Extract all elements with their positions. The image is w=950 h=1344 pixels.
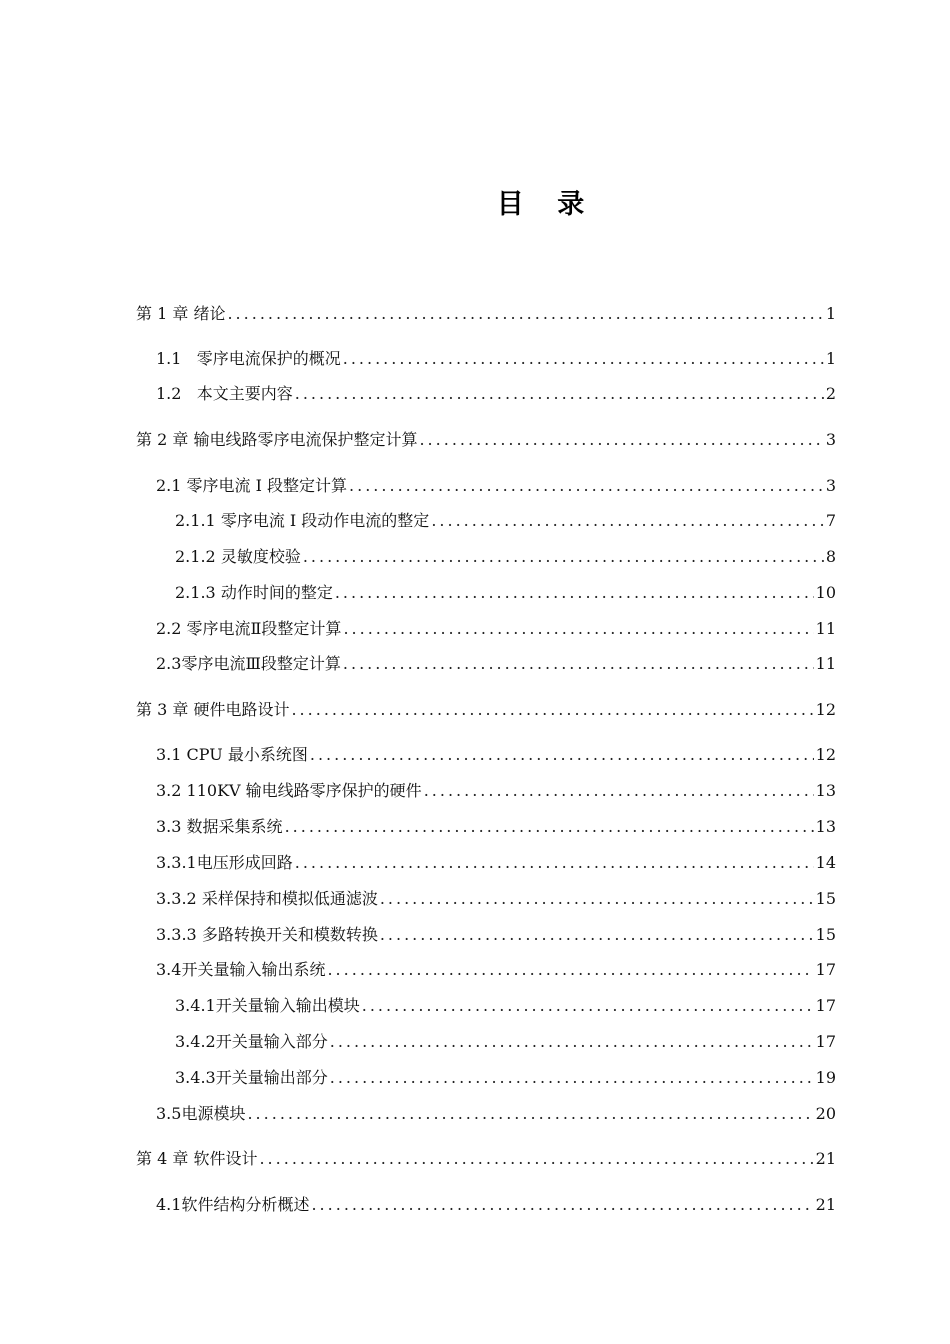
toc-entry-number: 4.1: [156, 1195, 182, 1214]
toc-entry-number: 第 3 章: [136, 700, 189, 719]
toc-entry-label: 采样保持和模拟低通滤波: [201, 889, 378, 908]
dot-leader: [247, 1103, 813, 1125]
toc-entry-2-1-3[interactable]: [175, 582, 836, 604]
toc-entry-page: 1: [825, 304, 836, 323]
toc-entry-page: 3: [825, 476, 836, 495]
toc-entry-number: 3.4.3: [175, 1068, 216, 1087]
toc-entry-3-2[interactable]: [156, 780, 836, 802]
toc-entry-label: 零序电流 I 段动作电流的整定: [220, 511, 430, 530]
toc-entry-label: 多路转换开关和模数转换: [201, 925, 378, 944]
toc-entry-number: 2.1.2: [175, 547, 216, 566]
toc-entry-label: 动作时间的整定: [220, 583, 333, 602]
toc-entry-label: 零序电流Ⅱ段整定计算: [186, 619, 342, 638]
toc-entry-2-1-1[interactable]: [175, 510, 836, 532]
dot-leader: [330, 1067, 814, 1089]
toc-entry-number: 第 2 章: [136, 430, 189, 449]
toc-entry-3-4[interactable]: [156, 959, 836, 981]
dot-leader: [380, 888, 814, 910]
dot-leader: [335, 582, 814, 604]
toc-entry-number: 3.5: [156, 1104, 182, 1123]
dot-leader: [330, 1031, 814, 1053]
dot-leader: [291, 699, 813, 721]
dot-leader: [343, 618, 813, 640]
toc-entry-3-3[interactable]: [156, 816, 836, 838]
toc-entry-page: 7: [825, 511, 836, 530]
toc-entry-label: 零序电流 I 段整定计算: [186, 476, 348, 495]
toc-entry-chapter-2[interactable]: [136, 429, 836, 451]
toc-entry-number: 3.3.3: [156, 925, 197, 944]
toc-entry-label: 开关量输入输出模块: [215, 996, 360, 1015]
toc-entry-3-1[interactable]: [156, 744, 836, 766]
toc-entry-label: 电压形成回路: [196, 853, 293, 872]
toc-entry-page: 20: [815, 1104, 836, 1123]
toc-entry-chapter-1[interactable]: [136, 303, 836, 325]
toc-entry-number: 2.1: [156, 476, 182, 495]
toc-entry-1-1[interactable]: [156, 348, 836, 370]
dot-leader: [424, 780, 814, 802]
toc-entry-number: 3.3.2: [156, 889, 197, 908]
toc-entry-label: 本文主要内容: [196, 384, 293, 403]
toc-entry-number: 3.1: [156, 745, 182, 764]
toc-entry-page: 17: [815, 1032, 836, 1051]
toc-entry-chapter-3[interactable]: [136, 699, 836, 721]
toc-entry-3-3-3[interactable]: [156, 924, 836, 946]
toc-entry-page: 13: [815, 817, 836, 836]
dot-leader: [285, 816, 814, 838]
dot-leader: [310, 744, 814, 766]
toc-entry-3-5[interactable]: [156, 1103, 836, 1125]
toc-entry-number: 1.2: [156, 384, 182, 403]
dot-leader: [431, 510, 824, 532]
toc-entry-3-4-1[interactable]: [175, 995, 836, 1017]
toc-entry-3-3-1[interactable]: [156, 852, 836, 874]
toc-entry-label: 开关量输入部分: [215, 1032, 328, 1051]
toc-entry-number: 2.1.3: [175, 583, 216, 602]
toc-entry-3-3-2[interactable]: [156, 888, 836, 910]
toc-entry-label: 数据采集系统: [186, 817, 283, 836]
toc-entry-number: 3.3.1: [156, 853, 197, 872]
toc-entry-number: 2.1.1: [175, 511, 216, 530]
toc-entry-label: 输电线路零序电流保护整定计算: [193, 430, 418, 449]
dot-leader: [327, 959, 813, 981]
toc-entry-chapter-4[interactable]: [136, 1148, 836, 1170]
dot-leader: [419, 429, 823, 451]
toc-entry-label: 110KV 输电线路零序保护的硬件: [186, 781, 422, 800]
toc-entry-page: 17: [815, 960, 836, 979]
dot-leader: [259, 1148, 813, 1170]
dot-leader: [295, 383, 824, 405]
dot-leader: [343, 348, 824, 370]
toc-entry-label: CPU 最小系统图: [186, 745, 308, 764]
toc-entry-number: 3.3: [156, 817, 182, 836]
toc-entry-label: 灵敏度校验: [220, 547, 301, 566]
toc-entry-number: 1.1: [156, 349, 182, 368]
toc-entry-number: 第 1 章: [136, 304, 189, 323]
dot-leader: [362, 995, 814, 1017]
toc-entry-page: 14: [815, 853, 836, 872]
toc-entry-page: 11: [815, 654, 836, 673]
toc-entry-label: 硬件电路设计: [193, 700, 290, 719]
toc-entry-label: 开关量输入输出系统: [181, 960, 326, 979]
dot-leader: [227, 303, 823, 325]
toc-entry-2-2[interactable]: [156, 618, 836, 640]
toc-entry-number: 3.4.2: [175, 1032, 216, 1051]
toc-entry-2-1[interactable]: [156, 475, 836, 497]
dot-leader: [349, 475, 824, 497]
toc-entry-label: 电源模块: [181, 1104, 246, 1123]
dot-leader: [303, 546, 824, 568]
toc-entry-page: 17: [815, 996, 836, 1015]
toc-entry-page: 10: [815, 583, 836, 602]
dot-leader: [343, 653, 814, 675]
toc-entry-label: 零序电流保护的概况: [196, 349, 341, 368]
toc-entry-number: 2.3: [156, 654, 182, 673]
toc-entry-label: 开关量输出部分: [215, 1068, 328, 1087]
toc-entry-page: 11: [815, 619, 836, 638]
toc-entry-number: 3.4.1: [175, 996, 216, 1015]
toc-entry-label: 软件结构分析概述: [181, 1195, 310, 1214]
toc-entry-2-3[interactable]: [156, 653, 836, 675]
toc-entry-number: 3.4: [156, 960, 182, 979]
toc-entry-number: 2.2: [156, 619, 182, 638]
dot-leader: [311, 1194, 813, 1216]
toc-entry-2-1-2[interactable]: [175, 546, 836, 568]
toc-entry-page: 1: [825, 349, 836, 368]
toc-entry-4-1[interactable]: [156, 1194, 836, 1216]
toc-entry-number: 第 4 章: [136, 1149, 189, 1168]
toc-title: 目 录: [496, 189, 597, 220]
toc-entry-page: 15: [815, 925, 836, 944]
dot-leader: [380, 924, 814, 946]
toc-entry-page: 8: [825, 547, 836, 566]
toc-entry-page: 19: [815, 1068, 836, 1087]
toc-entry-page: 21: [815, 1195, 836, 1214]
toc-entry-label: 软件设计: [193, 1149, 258, 1168]
toc-entry-1-2[interactable]: [156, 383, 836, 405]
toc-entry-page: 12: [815, 745, 836, 764]
toc-entry-3-4-3[interactable]: [175, 1067, 836, 1089]
toc-entry-page: 13: [815, 781, 836, 800]
toc-entry-page: 2: [825, 384, 836, 403]
toc-entry-page: 21: [815, 1149, 836, 1168]
toc-entry-page: 3: [825, 430, 836, 449]
dot-leader: [295, 852, 814, 874]
toc-entry-number: 3.2: [156, 781, 182, 800]
toc-entry-3-4-2[interactable]: [175, 1031, 836, 1053]
toc-entry-label: 绪论: [193, 304, 226, 323]
toc-entry-page: 15: [815, 889, 836, 908]
toc-entry-label: 零序电流Ⅲ段整定计算: [181, 654, 341, 673]
toc-entry-page: 12: [815, 700, 836, 719]
